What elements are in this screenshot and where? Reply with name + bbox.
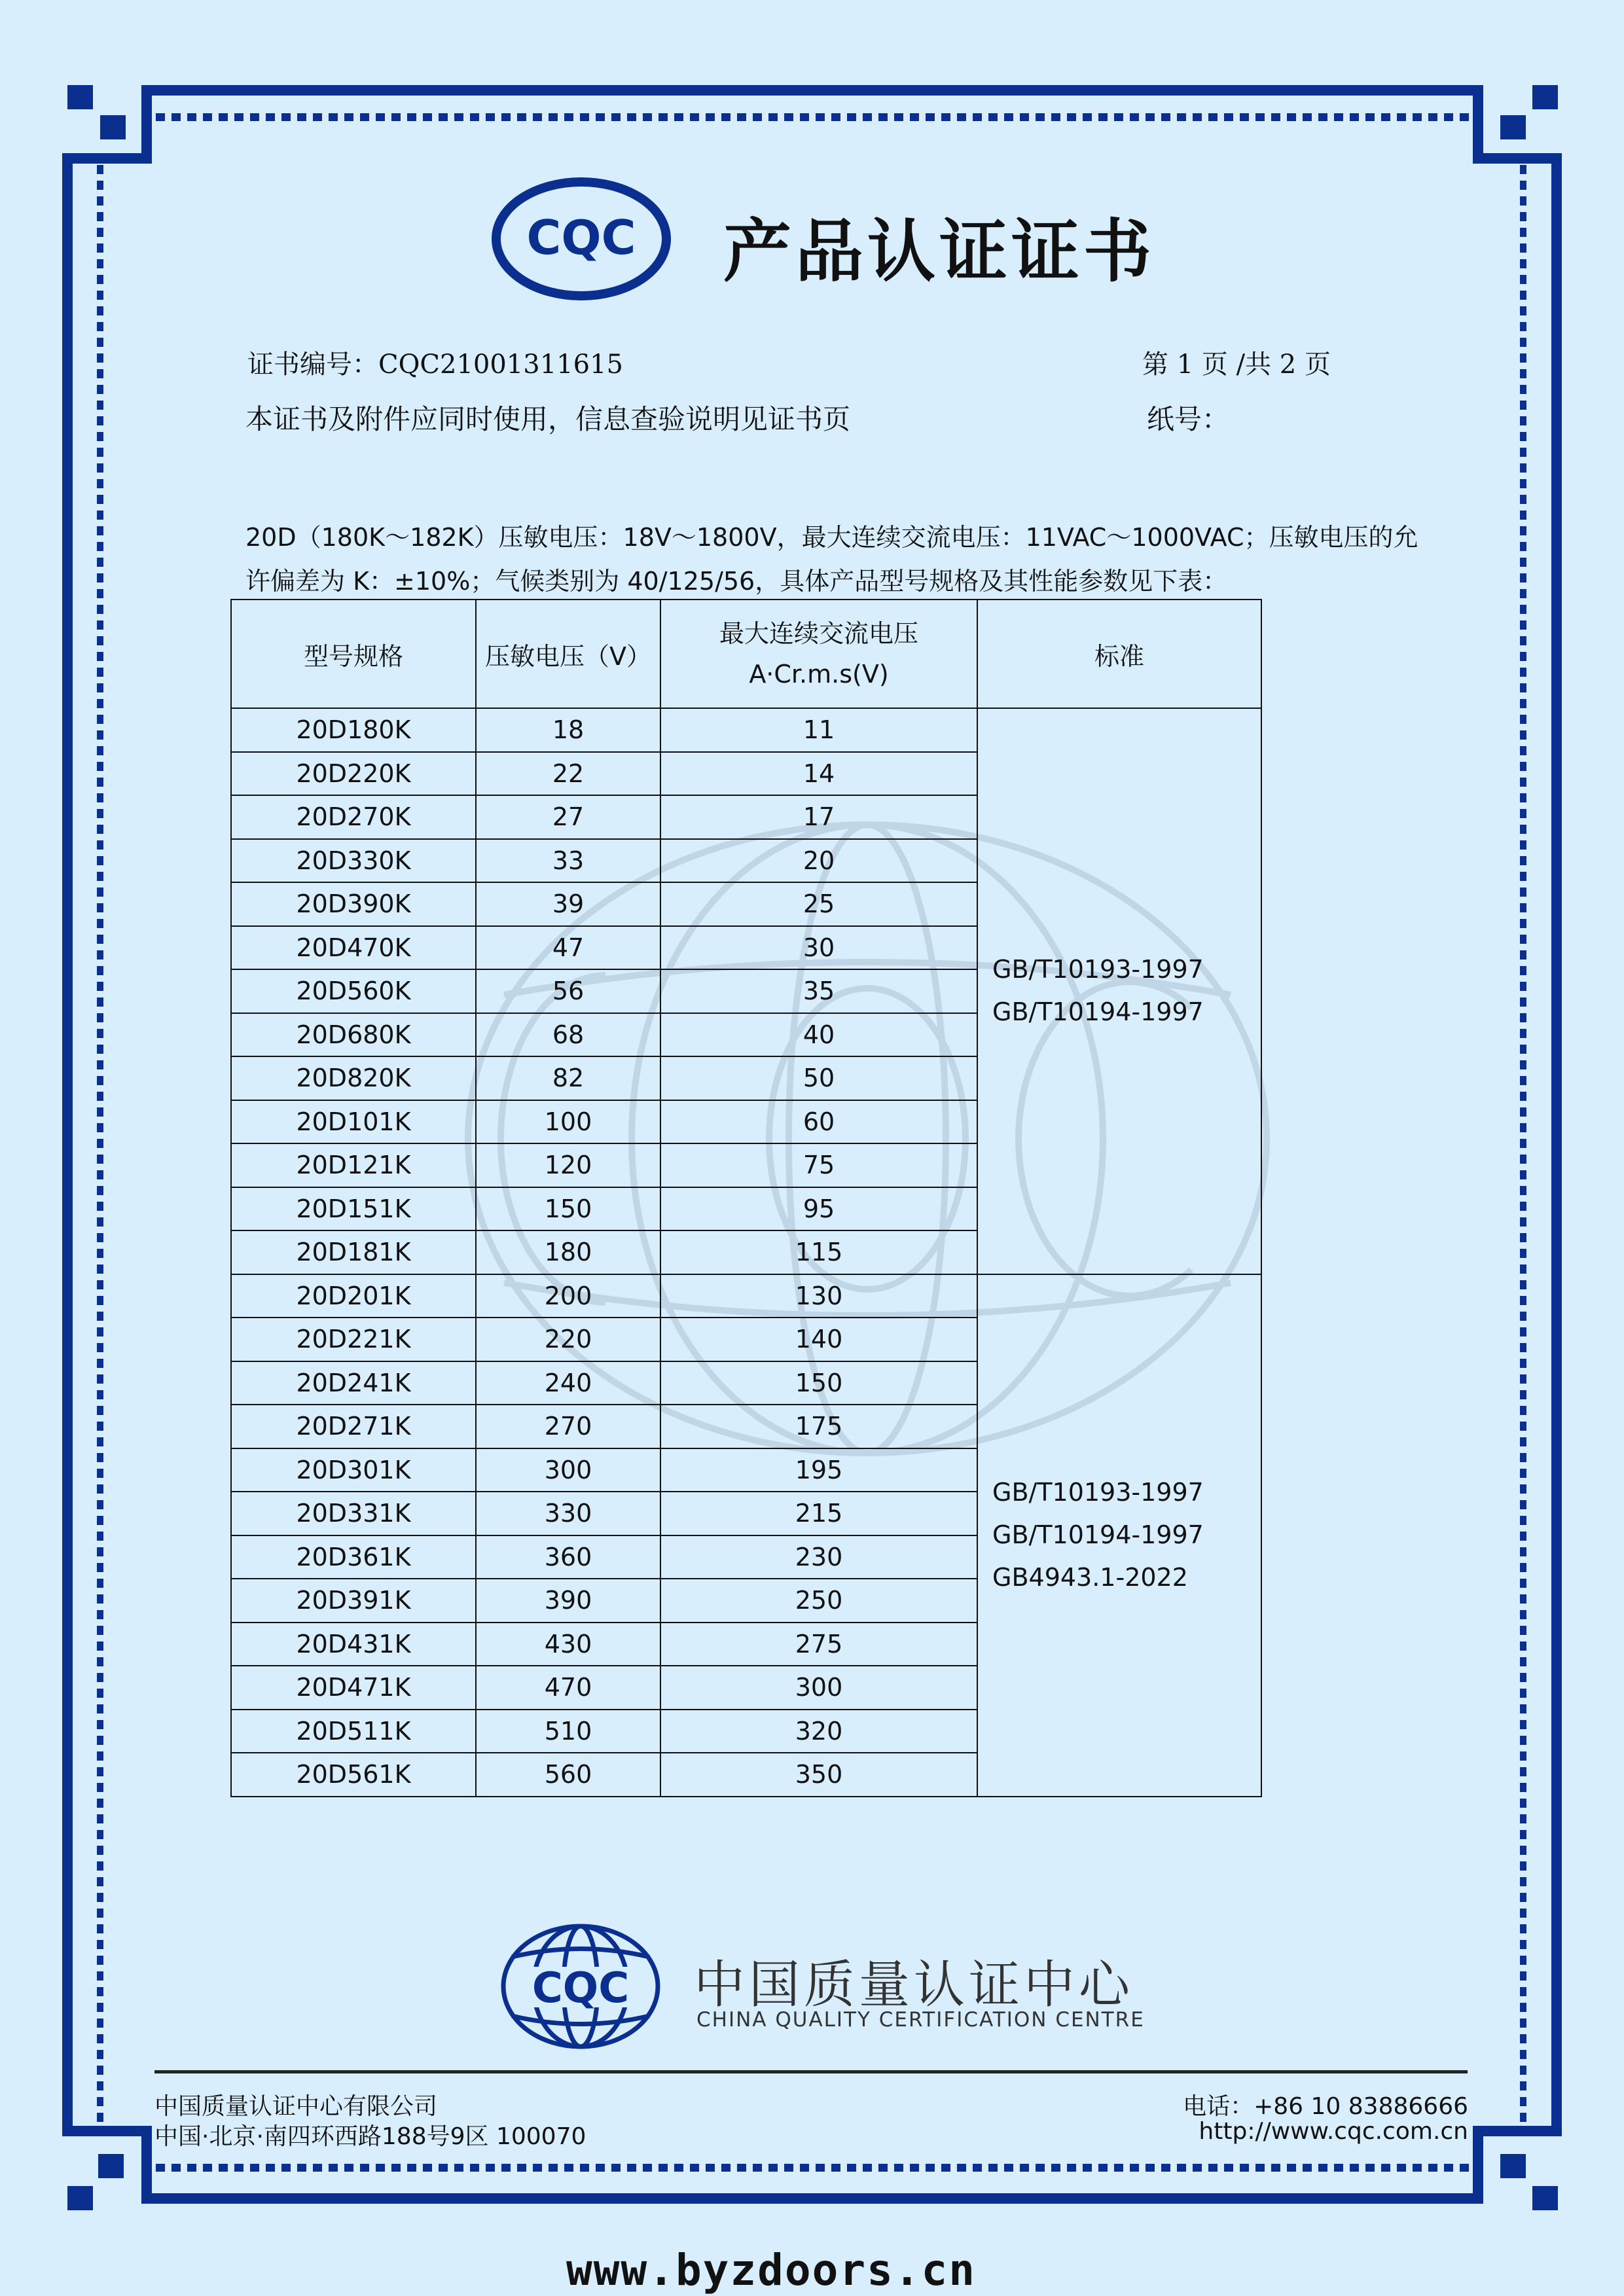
page-indicator: 第 1 页 /共 2 页 bbox=[1142, 350, 1331, 380]
frame-left bbox=[62, 153, 73, 817]
cell-varistor-voltage: 100 bbox=[476, 1100, 660, 1144]
cell-varistor-voltage: 22 bbox=[476, 752, 660, 796]
header-line: A·Cr.m.s(V) bbox=[749, 660, 889, 689]
svg-text:CQC: CQC bbox=[526, 210, 636, 265]
cell-varistor-voltage: 150 bbox=[476, 1187, 660, 1231]
cell-model: 20D560K bbox=[231, 969, 476, 1013]
cell-varistor-voltage: 270 bbox=[476, 1405, 660, 1448]
cell-model: 20D101K bbox=[231, 1100, 476, 1144]
frame-right bbox=[1551, 153, 1562, 2136]
cell-varistor-voltage: 120 bbox=[476, 1143, 660, 1187]
cell-max-ac-voltage: 230 bbox=[660, 1535, 977, 1579]
table-row bbox=[231, 708, 1261, 752]
corner-square bbox=[100, 115, 126, 139]
cell-model: 20D151K bbox=[231, 1187, 476, 1231]
cell-standard bbox=[977, 708, 1261, 1274]
product-description-line: 许偏差为 K：±10%；气候类别为 40/125/56，具体产品型号规格及其性能参数见下表： bbox=[245, 567, 1228, 596]
frame-step bbox=[1473, 85, 1483, 164]
standard-line: GB/T10193-1997 bbox=[992, 1478, 1204, 1507]
corner-square bbox=[1532, 2186, 1558, 2210]
header-line: 最大连续交流电压 bbox=[719, 619, 918, 648]
cell-varistor-voltage: 68 bbox=[476, 1013, 660, 1057]
cell-standard bbox=[977, 1274, 1261, 1797]
footer-address: 中国·北京·南四环西路188号9区 100070 bbox=[154, 2123, 586, 2150]
page-title: 产品认证证书 bbox=[723, 211, 1156, 291]
cell-model: 20D271K bbox=[231, 1405, 476, 1448]
cell-varistor-voltage: 330 bbox=[476, 1492, 660, 1535]
cell-model: 20D241K bbox=[231, 1361, 476, 1405]
organization-name-en: CHINA QUALITY CERTIFICATION CENTRE bbox=[696, 2008, 1145, 2032]
cell-max-ac-voltage: 150 bbox=[660, 1361, 977, 1405]
frame-step bbox=[141, 85, 152, 164]
standard-line: GB/T10194-1997 bbox=[992, 1520, 1204, 1549]
cell-model: 20D820K bbox=[231, 1056, 476, 1100]
organization-name-cn: 中国质量认证中心 bbox=[694, 1956, 1134, 2015]
cell-max-ac-voltage: 215 bbox=[660, 1492, 977, 1535]
frame-step bbox=[1473, 153, 1562, 164]
cell-max-ac-voltage: 195 bbox=[660, 1448, 977, 1492]
frame-step bbox=[1473, 2126, 1483, 2204]
frame-dotted-right bbox=[1520, 165, 1526, 2125]
frame-bottom bbox=[141, 2193, 1483, 2204]
cell-varistor-voltage: 220 bbox=[476, 1318, 660, 1361]
frame-step bbox=[62, 2126, 152, 2136]
cell-varistor-voltage: 18 bbox=[476, 708, 660, 752]
cell-varistor-voltage: 360 bbox=[476, 1535, 660, 1579]
site-watermark: www.byzdoors.cn bbox=[566, 2245, 977, 2295]
cell-max-ac-voltage: 20 bbox=[660, 839, 977, 883]
cell-max-ac-voltage: 275 bbox=[660, 1623, 977, 1666]
cell-model: 20D330K bbox=[231, 839, 476, 883]
cqc-logo-icon bbox=[490, 177, 673, 301]
cell-max-ac-voltage: 30 bbox=[660, 926, 977, 970]
cell-max-ac-voltage: 25 bbox=[660, 882, 977, 926]
cell-model: 20D391K bbox=[231, 1579, 476, 1623]
cell-varistor-voltage: 200 bbox=[476, 1274, 660, 1318]
paper-number-label: 纸号： bbox=[1147, 403, 1230, 435]
cell-max-ac-voltage: 300 bbox=[660, 1666, 977, 1710]
cell-varistor-voltage: 510 bbox=[476, 1710, 660, 1753]
footer-company: 中国质量认证中心有限公司 bbox=[154, 2093, 438, 2120]
cell-max-ac-voltage: 350 bbox=[660, 1753, 977, 1797]
frame-left bbox=[62, 817, 73, 2136]
cell-max-ac-voltage: 130 bbox=[660, 1274, 977, 1318]
cell-model: 20D680K bbox=[231, 1013, 476, 1057]
cell-model: 20D220K bbox=[231, 752, 476, 796]
cell-varistor-voltage: 180 bbox=[476, 1230, 660, 1274]
cell-max-ac-voltage: 140 bbox=[660, 1318, 977, 1361]
table-header-row bbox=[231, 600, 1261, 708]
cell-max-ac-voltage: 115 bbox=[660, 1230, 977, 1274]
frame-dotted-top bbox=[156, 113, 1471, 121]
frame-dotted-left bbox=[97, 165, 103, 2125]
frame-top bbox=[141, 85, 1483, 96]
certificate-number: 证书编号：CQC21001311615 bbox=[247, 350, 623, 380]
cell-varistor-voltage: 240 bbox=[476, 1361, 660, 1405]
cell-varistor-voltage: 47 bbox=[476, 926, 660, 970]
cell-model: 20D361K bbox=[231, 1535, 476, 1579]
cell-max-ac-voltage: 250 bbox=[660, 1579, 977, 1623]
cell-model: 20D511K bbox=[231, 1710, 476, 1753]
cell-varistor-voltage: 82 bbox=[476, 1056, 660, 1100]
cell-varistor-voltage: 56 bbox=[476, 969, 660, 1013]
cell-max-ac-voltage: 40 bbox=[660, 1013, 977, 1057]
svg-text:CQC: CQC bbox=[532, 1964, 630, 2013]
cell-model: 20D561K bbox=[231, 1753, 476, 1797]
standard-line: GB/T10193-1997 bbox=[992, 955, 1204, 984]
cell-max-ac-voltage: 60 bbox=[660, 1100, 977, 1144]
frame-step bbox=[141, 2126, 152, 2204]
cell-model: 20D221K bbox=[231, 1318, 476, 1361]
cell-max-ac-voltage: 175 bbox=[660, 1405, 977, 1448]
cell-max-ac-voltage: 17 bbox=[660, 795, 977, 839]
cell-varistor-voltage: 27 bbox=[476, 795, 660, 839]
cell-varistor-voltage: 560 bbox=[476, 1753, 660, 1797]
spec-table bbox=[230, 599, 1262, 1797]
frame-step bbox=[1473, 2126, 1562, 2136]
cell-model: 20D121K bbox=[231, 1143, 476, 1187]
cell-max-ac-voltage: 11 bbox=[660, 708, 977, 752]
cell-model: 20D470K bbox=[231, 926, 476, 970]
column-header-max-ac-voltage bbox=[660, 600, 977, 708]
corner-square bbox=[1500, 115, 1526, 139]
column-header-standard: 标准 bbox=[977, 600, 1261, 708]
corner-square bbox=[1500, 2154, 1526, 2178]
footer-divider bbox=[154, 2070, 1468, 2073]
cqc-globe-logo-icon bbox=[499, 1921, 662, 2052]
corner-square bbox=[1532, 85, 1558, 109]
corner-square bbox=[67, 85, 93, 109]
corner-square bbox=[98, 2154, 124, 2178]
cell-varistor-voltage: 39 bbox=[476, 882, 660, 926]
cell-varistor-voltage: 33 bbox=[476, 839, 660, 883]
footer-website-link[interactable]: http://www.cqc.com.cn bbox=[1199, 2118, 1468, 2145]
column-header-varistor-voltage: 压敏电压（V） bbox=[476, 600, 660, 708]
cell-max-ac-voltage: 95 bbox=[660, 1187, 977, 1231]
cell-model: 20D180K bbox=[231, 708, 476, 752]
cell-model: 20D331K bbox=[231, 1492, 476, 1535]
product-description-line: 20D（180K～182K）压敏电压：18V～1800V，最大连续交流电压：11VAC～1000VAC；压敏电压的允 bbox=[245, 523, 1418, 552]
corner-square bbox=[67, 2186, 93, 2210]
cell-model: 20D201K bbox=[231, 1274, 476, 1318]
cell-varistor-voltage: 300 bbox=[476, 1448, 660, 1492]
cell-model: 20D431K bbox=[231, 1623, 476, 1666]
cell-max-ac-voltage: 75 bbox=[660, 1143, 977, 1187]
cell-varistor-voltage: 390 bbox=[476, 1579, 660, 1623]
cell-max-ac-voltage: 35 bbox=[660, 969, 977, 1013]
cell-max-ac-voltage: 50 bbox=[660, 1056, 977, 1100]
cell-varistor-voltage: 470 bbox=[476, 1666, 660, 1710]
usage-note: 本证书及附件应同时使用，信息查验说明见证书页 bbox=[245, 403, 851, 435]
standard-line: GB/T10194-1997 bbox=[992, 997, 1204, 1027]
frame-step bbox=[62, 153, 152, 164]
cell-model: 20D270K bbox=[231, 795, 476, 839]
cell-max-ac-voltage: 320 bbox=[660, 1710, 977, 1753]
cell-max-ac-voltage: 14 bbox=[660, 752, 977, 796]
table-row bbox=[231, 1274, 1261, 1318]
cell-varistor-voltage: 430 bbox=[476, 1623, 660, 1666]
cell-model: 20D471K bbox=[231, 1666, 476, 1710]
cell-model: 20D181K bbox=[231, 1230, 476, 1274]
column-header-model: 型号规格 bbox=[231, 600, 476, 708]
frame-dotted-bottom bbox=[156, 2164, 1471, 2172]
cell-model: 20D390K bbox=[231, 882, 476, 926]
standard-line: GB4943.1-2022 bbox=[992, 1563, 1188, 1592]
footer-phone: 电话：+86 10 83886666 bbox=[1183, 2093, 1468, 2120]
cell-model: 20D301K bbox=[231, 1448, 476, 1492]
